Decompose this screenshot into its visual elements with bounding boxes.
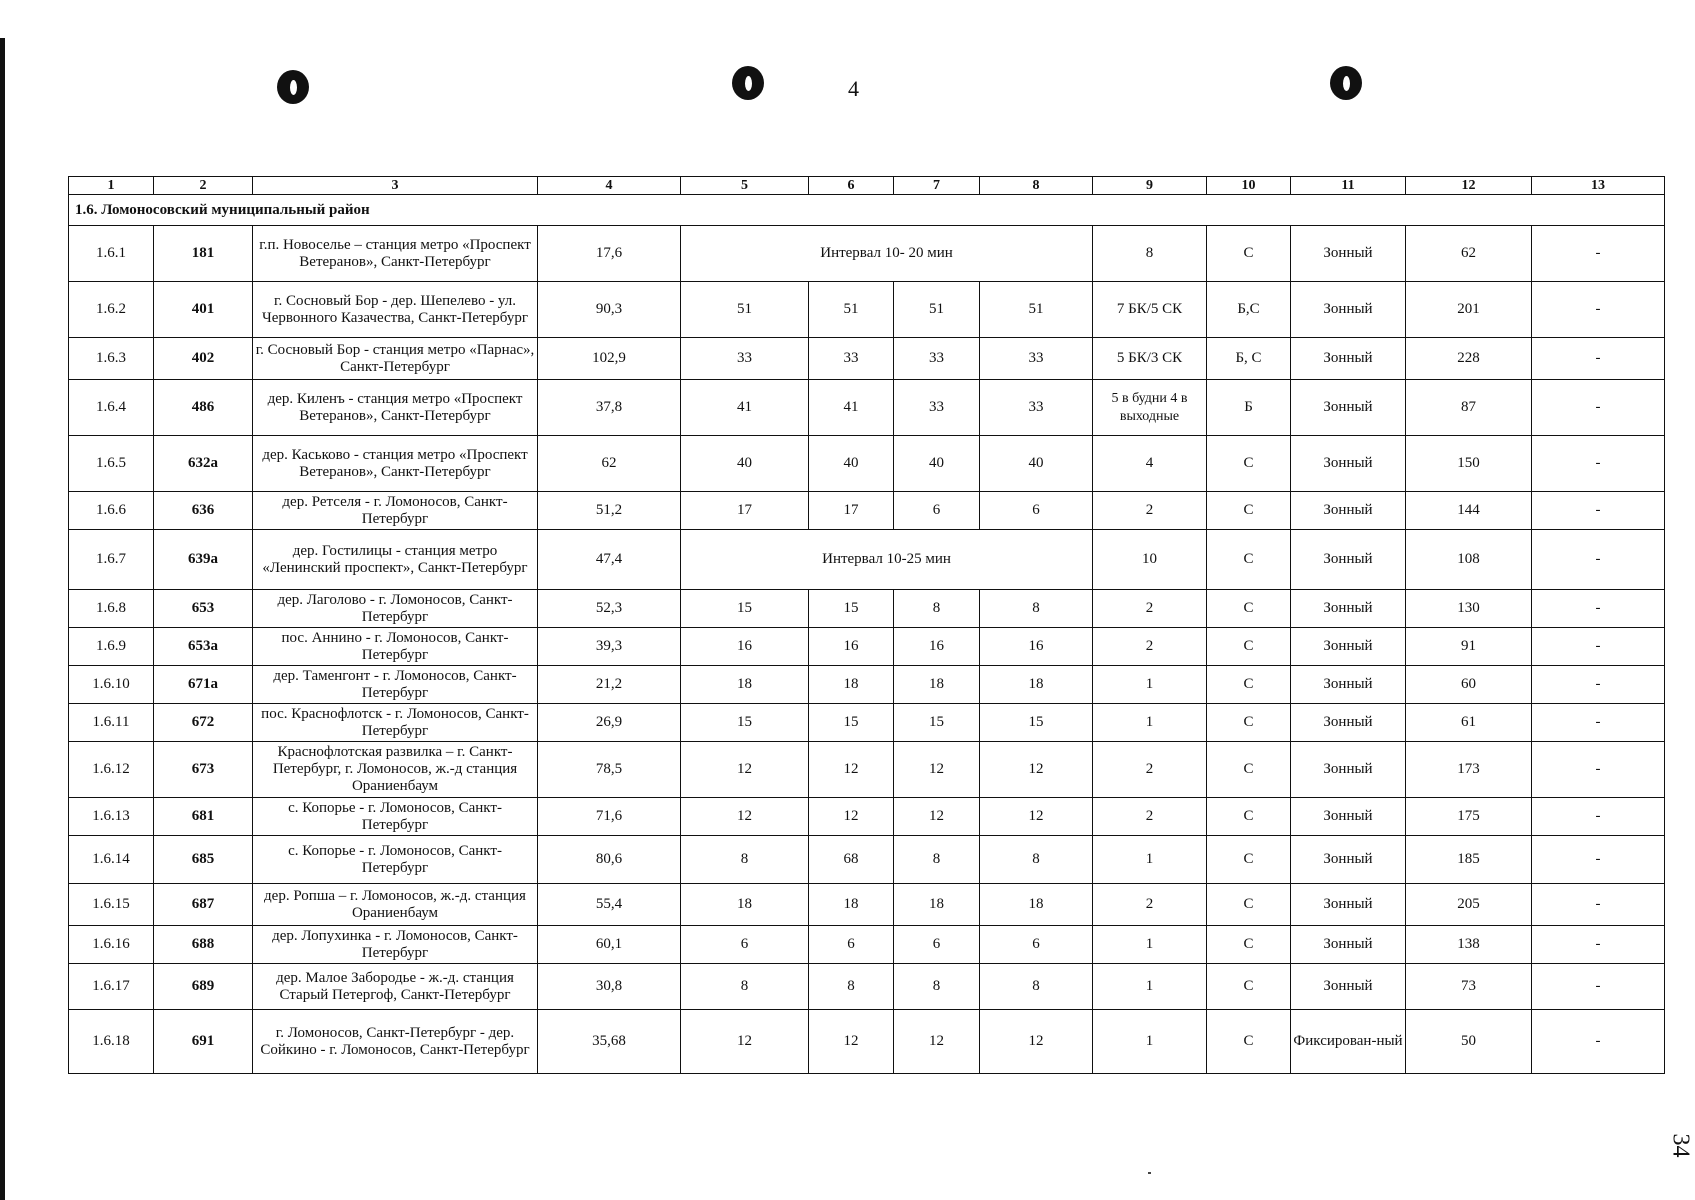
length-cell: 51,2 bbox=[538, 492, 681, 530]
route-name-cell: Краснофлотская развилка – г. Санкт-Петербург, г. Ломоносов, ж.-д станция Ораниенбаум bbox=[253, 742, 538, 798]
trips-cell: 12 bbox=[809, 1010, 894, 1074]
tariff-cell: Зонный bbox=[1291, 964, 1406, 1010]
trips-cell: 51 bbox=[681, 282, 809, 338]
trips-cell: 6 bbox=[894, 492, 980, 530]
table-row bbox=[69, 492, 1665, 530]
trips-cell: 12 bbox=[980, 798, 1093, 836]
length-cell: 26,9 bbox=[538, 704, 681, 742]
column-header: 10 bbox=[1207, 177, 1291, 195]
table-row bbox=[69, 282, 1665, 338]
row-number-cell: 1.6.15 bbox=[69, 884, 154, 926]
tariff-cell: Зонный bbox=[1291, 282, 1406, 338]
value-cell: 60 bbox=[1406, 666, 1532, 704]
route-name-cell: с. Копорье - г. Ломоносов, Санкт-Петербург bbox=[253, 836, 538, 884]
route-name-cell: дер. Лаголово - г. Ломоносов, Санкт-Петербург bbox=[253, 590, 538, 628]
length-cell: 39,3 bbox=[538, 628, 681, 666]
trips-cell: 15 bbox=[809, 704, 894, 742]
interval-cell: Интервал 10- 20 мин bbox=[681, 226, 1093, 282]
header-row bbox=[69, 177, 1665, 195]
route-number-cell: 402 bbox=[154, 338, 253, 380]
column-header: 9 bbox=[1093, 177, 1207, 195]
value-cell: 205 bbox=[1406, 884, 1532, 926]
trips-cell: 16 bbox=[809, 628, 894, 666]
value-cell: 138 bbox=[1406, 926, 1532, 964]
vehicles-cell: 1 bbox=[1093, 1010, 1207, 1074]
value-cell: 50 bbox=[1406, 1010, 1532, 1074]
class-cell: С bbox=[1207, 798, 1291, 836]
route-number-cell: 639а bbox=[154, 530, 253, 590]
vehicles-cell: 2 bbox=[1093, 492, 1207, 530]
table-row bbox=[69, 704, 1665, 742]
length-cell: 35,68 bbox=[538, 1010, 681, 1074]
column-header: 5 bbox=[681, 177, 809, 195]
length-cell: 17,6 bbox=[538, 226, 681, 282]
row-number-cell: 1.6.12 bbox=[69, 742, 154, 798]
tariff-cell: Зонный bbox=[1291, 590, 1406, 628]
table-row bbox=[69, 884, 1665, 926]
route-number-cell: 691 bbox=[154, 1010, 253, 1074]
table-row bbox=[69, 836, 1665, 884]
class-cell: С bbox=[1207, 628, 1291, 666]
trips-cell: 33 bbox=[980, 338, 1093, 380]
length-cell: 80,6 bbox=[538, 836, 681, 884]
row-number-cell: 1.6.3 bbox=[69, 338, 154, 380]
tariff-cell: Зонный bbox=[1291, 926, 1406, 964]
section-row bbox=[69, 195, 1665, 226]
value-cell: 173 bbox=[1406, 742, 1532, 798]
route-number-cell: 653а bbox=[154, 628, 253, 666]
class-cell: С bbox=[1207, 926, 1291, 964]
trips-cell: 12 bbox=[980, 1010, 1093, 1074]
route-name-cell: дер. Киленъ - станция метро «Проспект Ветеранов», Санкт-Петербург bbox=[253, 380, 538, 436]
vehicles-cell: 10 bbox=[1093, 530, 1207, 590]
trips-cell: 16 bbox=[980, 628, 1093, 666]
route-name-cell: г. Сосновый Бор - дер. Шепелево - ул. Червонного Казачества, Санкт-Петербург bbox=[253, 282, 538, 338]
trips-cell: 68 bbox=[809, 836, 894, 884]
class-cell: С bbox=[1207, 1010, 1291, 1074]
trips-cell: 6 bbox=[980, 926, 1093, 964]
value-cell: 150 bbox=[1406, 436, 1532, 492]
route-name-cell: дер. Ропша – г. Ломоносов, ж.-д. станция Ораниенбаум bbox=[253, 884, 538, 926]
tariff-cell: Зонный bbox=[1291, 226, 1406, 282]
trips-cell: 18 bbox=[894, 884, 980, 926]
row-number-cell: 1.6.5 bbox=[69, 436, 154, 492]
tariff-cell: Зонный bbox=[1291, 884, 1406, 926]
note-cell: - bbox=[1532, 530, 1665, 590]
route-number-cell: 672 bbox=[154, 704, 253, 742]
trips-cell: 33 bbox=[980, 380, 1093, 436]
table-row bbox=[69, 226, 1665, 282]
trips-cell: 12 bbox=[809, 798, 894, 836]
vehicles-cell: 2 bbox=[1093, 742, 1207, 798]
value-cell: 108 bbox=[1406, 530, 1532, 590]
trips-cell: 17 bbox=[681, 492, 809, 530]
vehicles-cell: 1 bbox=[1093, 926, 1207, 964]
section-title: 1.6. Ломоносовский муниципальный район bbox=[69, 195, 1665, 226]
trips-cell: 33 bbox=[681, 338, 809, 380]
trips-cell: 16 bbox=[681, 628, 809, 666]
trips-cell: 6 bbox=[894, 926, 980, 964]
length-cell: 71,6 bbox=[538, 798, 681, 836]
trips-cell: 51 bbox=[894, 282, 980, 338]
note-cell: - bbox=[1532, 282, 1665, 338]
tariff-cell: Зонный bbox=[1291, 798, 1406, 836]
tariff-cell: Зонный bbox=[1291, 628, 1406, 666]
vehicles-cell: 5 БК/3 СК bbox=[1093, 338, 1207, 380]
trips-cell: 51 bbox=[809, 282, 894, 338]
trips-cell: 6 bbox=[980, 492, 1093, 530]
route-name-cell: г. Сосновый Бор - станция метро «Парнас», Санкт-Петербург bbox=[253, 338, 538, 380]
table-row bbox=[69, 436, 1665, 492]
trips-cell: 18 bbox=[681, 666, 809, 704]
value-cell: 73 bbox=[1406, 964, 1532, 1010]
vehicles-cell: 2 bbox=[1093, 884, 1207, 926]
trips-cell: 40 bbox=[809, 436, 894, 492]
column-header: 13 bbox=[1532, 177, 1665, 195]
class-cell: С bbox=[1207, 666, 1291, 704]
length-cell: 37,8 bbox=[538, 380, 681, 436]
route-number-cell: 401 bbox=[154, 282, 253, 338]
trips-cell: 40 bbox=[681, 436, 809, 492]
row-number-cell: 1.6.4 bbox=[69, 380, 154, 436]
note-cell: - bbox=[1532, 884, 1665, 926]
value-cell: 130 bbox=[1406, 590, 1532, 628]
value-cell: 62 bbox=[1406, 226, 1532, 282]
length-cell: 21,2 bbox=[538, 666, 681, 704]
vehicles-cell: 5 в будни 4 в выходные bbox=[1093, 380, 1207, 436]
class-cell: С bbox=[1207, 590, 1291, 628]
note-cell: - bbox=[1532, 926, 1665, 964]
value-cell: 87 bbox=[1406, 380, 1532, 436]
trips-cell: 41 bbox=[681, 380, 809, 436]
tariff-cell: Зонный bbox=[1291, 492, 1406, 530]
route-name-cell: дер. Малое Забородье - ж.-д. станция Старый Петергоф, Санкт-Петербург bbox=[253, 964, 538, 1010]
table-row bbox=[69, 742, 1665, 798]
column-header: 1 bbox=[69, 177, 154, 195]
class-cell: С bbox=[1207, 226, 1291, 282]
tariff-cell: Фиксирован-ный bbox=[1291, 1010, 1406, 1074]
tariff-cell: Зонный bbox=[1291, 666, 1406, 704]
value-cell: 201 bbox=[1406, 282, 1532, 338]
class-cell: С bbox=[1207, 704, 1291, 742]
vehicles-cell: 2 bbox=[1093, 590, 1207, 628]
tariff-cell: Зонный bbox=[1291, 380, 1406, 436]
note-cell: - bbox=[1532, 964, 1665, 1010]
table-row bbox=[69, 926, 1665, 964]
trips-cell: 18 bbox=[809, 666, 894, 704]
page-number: 4 bbox=[848, 76, 859, 101]
note-cell: - bbox=[1532, 666, 1665, 704]
row-number-cell: 1.6.9 bbox=[69, 628, 154, 666]
trips-cell: 8 bbox=[980, 590, 1093, 628]
interval-cell: Интервал 10-25 мин bbox=[681, 530, 1093, 590]
row-number-cell: 1.6.7 bbox=[69, 530, 154, 590]
class-cell: С bbox=[1207, 492, 1291, 530]
column-header: 3 bbox=[253, 177, 538, 195]
length-cell: 90,3 bbox=[538, 282, 681, 338]
vehicles-cell: 1 bbox=[1093, 836, 1207, 884]
vehicles-cell: 1 bbox=[1093, 666, 1207, 704]
trips-cell: 33 bbox=[894, 380, 980, 436]
trips-cell: 15 bbox=[681, 704, 809, 742]
tariff-cell: Зонный bbox=[1291, 704, 1406, 742]
row-number-cell: 1.6.1 bbox=[69, 226, 154, 282]
note-cell: - bbox=[1532, 436, 1665, 492]
column-header: 4 bbox=[538, 177, 681, 195]
note-cell: - bbox=[1532, 742, 1665, 798]
trips-cell: 12 bbox=[980, 742, 1093, 798]
route-number-cell: 689 bbox=[154, 964, 253, 1010]
row-number-cell: 1.6.11 bbox=[69, 704, 154, 742]
note-cell: - bbox=[1532, 492, 1665, 530]
column-header: 12 bbox=[1406, 177, 1532, 195]
route-number-cell: 685 bbox=[154, 836, 253, 884]
tariff-cell: Зонный bbox=[1291, 836, 1406, 884]
row-number-cell: 1.6.6 bbox=[69, 492, 154, 530]
table-row bbox=[69, 380, 1665, 436]
trips-cell: 18 bbox=[681, 884, 809, 926]
note-cell: - bbox=[1532, 1010, 1665, 1074]
value-cell: 61 bbox=[1406, 704, 1532, 742]
table-row bbox=[69, 530, 1665, 590]
length-cell: 60,1 bbox=[538, 926, 681, 964]
trips-cell: 12 bbox=[894, 798, 980, 836]
row-number-cell: 1.6.13 bbox=[69, 798, 154, 836]
class-cell: Б, С bbox=[1207, 338, 1291, 380]
trips-cell: 8 bbox=[894, 964, 980, 1010]
trips-cell: 40 bbox=[894, 436, 980, 492]
length-cell: 102,9 bbox=[538, 338, 681, 380]
punch-hole-icon bbox=[1330, 66, 1362, 100]
table-row bbox=[69, 1010, 1665, 1074]
vehicles-cell: 1 bbox=[1093, 964, 1207, 1010]
route-name-cell: с. Копорье - г. Ломоносов, Санкт-Петербург bbox=[253, 798, 538, 836]
trips-cell: 33 bbox=[809, 338, 894, 380]
route-number-cell: 681 bbox=[154, 798, 253, 836]
trips-cell: 8 bbox=[681, 836, 809, 884]
route-number-cell: 181 bbox=[154, 226, 253, 282]
class-cell: С bbox=[1207, 742, 1291, 798]
trips-cell: 18 bbox=[980, 666, 1093, 704]
trips-cell: 6 bbox=[809, 926, 894, 964]
route-name-cell: пос. Краснофлотск - г. Ломоносов, Санкт-Петербург bbox=[253, 704, 538, 742]
class-cell: С bbox=[1207, 530, 1291, 590]
value-cell: 91 bbox=[1406, 628, 1532, 666]
trips-cell: 15 bbox=[894, 704, 980, 742]
route-name-cell: дер. Гостилицы - станция метро «Ленинский проспект», Санкт-Петербург bbox=[253, 530, 538, 590]
row-number-cell: 1.6.18 bbox=[69, 1010, 154, 1074]
trips-cell: 41 bbox=[809, 380, 894, 436]
vehicles-cell: 2 bbox=[1093, 798, 1207, 836]
note-cell: - bbox=[1532, 338, 1665, 380]
trips-cell: 15 bbox=[980, 704, 1093, 742]
route-number-cell: 636 bbox=[154, 492, 253, 530]
row-number-cell: 1.6.10 bbox=[69, 666, 154, 704]
note-cell: - bbox=[1532, 704, 1665, 742]
route-name-cell: дер. Ретселя - г. Ломоносов, Санкт-Петербург bbox=[253, 492, 538, 530]
vehicles-cell: 1 bbox=[1093, 704, 1207, 742]
trips-cell: 6 bbox=[681, 926, 809, 964]
trips-cell: 8 bbox=[894, 836, 980, 884]
vehicles-cell: 8 bbox=[1093, 226, 1207, 282]
vehicles-cell: 2 bbox=[1093, 628, 1207, 666]
row-number-cell: 1.6.2 bbox=[69, 282, 154, 338]
length-cell: 52,3 bbox=[538, 590, 681, 628]
route-name-cell: г. Ломоносов, Санкт-Петербург - дер. Сойкино - г. Ломоносов, Санкт-Петербург bbox=[253, 1010, 538, 1074]
trips-cell: 8 bbox=[894, 590, 980, 628]
table-row bbox=[69, 590, 1665, 628]
note-cell: - bbox=[1532, 836, 1665, 884]
route-number-cell: 687 bbox=[154, 884, 253, 926]
route-name-cell: дер. Таменгонт - г. Ломоносов, Санкт-Петербург bbox=[253, 666, 538, 704]
table-row bbox=[69, 964, 1665, 1010]
row-number-cell: 1.6.14 bbox=[69, 836, 154, 884]
row-number-cell: 1.6.8 bbox=[69, 590, 154, 628]
vehicles-cell: 4 bbox=[1093, 436, 1207, 492]
value-cell: 228 bbox=[1406, 338, 1532, 380]
trips-cell: 15 bbox=[809, 590, 894, 628]
trips-cell: 12 bbox=[681, 1010, 809, 1074]
route-number-cell: 653 bbox=[154, 590, 253, 628]
column-header: 2 bbox=[154, 177, 253, 195]
trips-cell: 18 bbox=[980, 884, 1093, 926]
route-number-cell: 688 bbox=[154, 926, 253, 964]
value-cell: 185 bbox=[1406, 836, 1532, 884]
tariff-cell: Зонный bbox=[1291, 742, 1406, 798]
vehicles-cell: 7 БК/5 СК bbox=[1093, 282, 1207, 338]
column-header: 11 bbox=[1291, 177, 1406, 195]
trips-cell: 51 bbox=[980, 282, 1093, 338]
route-name-cell: дер. Лопухинка - г. Ломоносов, Санкт-Петербург bbox=[253, 926, 538, 964]
class-cell: Б,С bbox=[1207, 282, 1291, 338]
class-cell: С bbox=[1207, 436, 1291, 492]
class-cell: С bbox=[1207, 884, 1291, 926]
table-row bbox=[69, 798, 1665, 836]
tariff-cell: Зонный bbox=[1291, 338, 1406, 380]
length-cell: 30,8 bbox=[538, 964, 681, 1010]
trips-cell: 12 bbox=[681, 742, 809, 798]
column-header: 7 bbox=[894, 177, 980, 195]
table-row bbox=[69, 338, 1665, 380]
trips-cell: 12 bbox=[809, 742, 894, 798]
note-cell: - bbox=[1532, 628, 1665, 666]
class-cell: С bbox=[1207, 836, 1291, 884]
punch-hole-icon bbox=[277, 70, 309, 104]
trips-cell: 12 bbox=[894, 1010, 980, 1074]
route-name-cell: г.п. Новоселье – станция метро «Проспект Ветеранов», Санкт-Петербург bbox=[253, 226, 538, 282]
length-cell: 47,4 bbox=[538, 530, 681, 590]
route-number-cell: 632а bbox=[154, 436, 253, 492]
trips-cell: 18 bbox=[809, 884, 894, 926]
class-cell: С bbox=[1207, 964, 1291, 1010]
value-cell: 144 bbox=[1406, 492, 1532, 530]
row-number-cell: 1.6.16 bbox=[69, 926, 154, 964]
scan-speck bbox=[1148, 1172, 1151, 1174]
route-name-cell: дер. Каськово - станция метро «Проспект Ветеранов», Санкт-Петербург bbox=[253, 436, 538, 492]
route-number-cell: 673 bbox=[154, 742, 253, 798]
trips-cell: 8 bbox=[809, 964, 894, 1010]
trips-cell: 15 bbox=[681, 590, 809, 628]
note-cell: - bbox=[1532, 798, 1665, 836]
trips-cell: 16 bbox=[894, 628, 980, 666]
length-cell: 78,5 bbox=[538, 742, 681, 798]
trips-cell: 17 bbox=[809, 492, 894, 530]
route-number-cell: 486 bbox=[154, 380, 253, 436]
tariff-cell: Зонный bbox=[1291, 436, 1406, 492]
tariff-cell: Зонный bbox=[1291, 530, 1406, 590]
trips-cell: 18 bbox=[894, 666, 980, 704]
note-cell: - bbox=[1532, 590, 1665, 628]
table-row bbox=[69, 628, 1665, 666]
length-cell: 55,4 bbox=[538, 884, 681, 926]
trips-cell: 12 bbox=[894, 742, 980, 798]
class-cell: Б bbox=[1207, 380, 1291, 436]
route-schedule-table bbox=[68, 176, 1665, 1074]
trips-cell: 8 bbox=[980, 964, 1093, 1010]
punch-hole-icon bbox=[732, 66, 764, 100]
trips-cell: 12 bbox=[681, 798, 809, 836]
route-name-cell: пос. Аннино - г. Ломоносов, Санкт-Петербург bbox=[253, 628, 538, 666]
column-header: 6 bbox=[809, 177, 894, 195]
row-number-cell: 1.6.17 bbox=[69, 964, 154, 1010]
side-page-number: 34 bbox=[1667, 1133, 1694, 1158]
trips-cell: 8 bbox=[980, 836, 1093, 884]
page-edge-bar bbox=[0, 38, 5, 1200]
route-number-cell: 671а bbox=[154, 666, 253, 704]
column-header: 8 bbox=[980, 177, 1093, 195]
note-cell: - bbox=[1532, 380, 1665, 436]
value-cell: 175 bbox=[1406, 798, 1532, 836]
length-cell: 62 bbox=[538, 436, 681, 492]
note-cell: - bbox=[1532, 226, 1665, 282]
table-row bbox=[69, 666, 1665, 704]
trips-cell: 33 bbox=[894, 338, 980, 380]
trips-cell: 8 bbox=[681, 964, 809, 1010]
trips-cell: 40 bbox=[980, 436, 1093, 492]
